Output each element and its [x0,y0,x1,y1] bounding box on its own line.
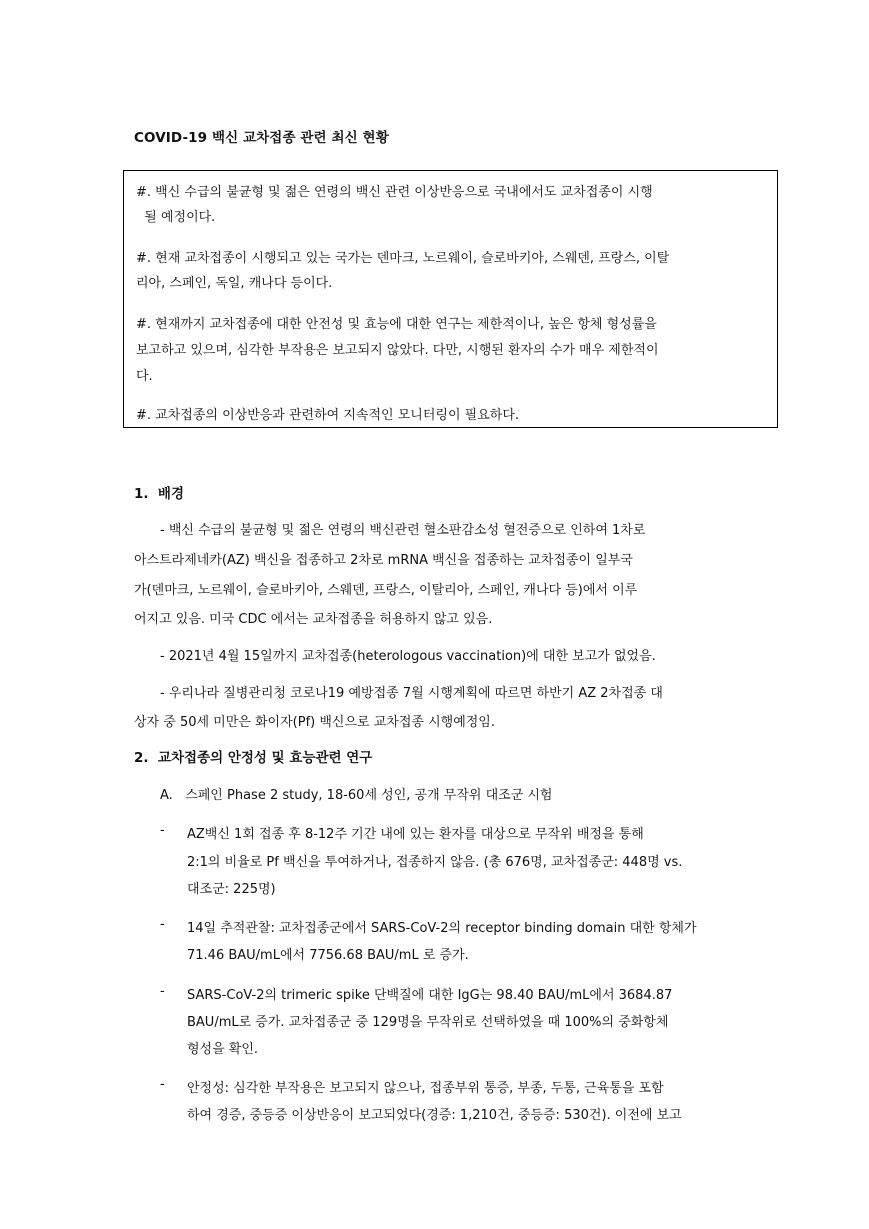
paragraph-line: - 2021년 4월 15일까지 교차접종(heterologous vaccination)에 대한 보고가 없었음. [160,649,656,664]
paragraph-line: - 백신 수급의 불균형 및 젊은 연령의 백신관련 혈소판감소성 혈전증으로 인하여 1차로 [160,523,646,538]
paragraph-line: 가(덴마크, 노르웨이, 슬로바키아, 스웨덴, 프랑스, 이탈리아, 스페인, 캐나다 등)에서 이루 [134,583,638,598]
paragraph-line: 대조군: 225명) [187,882,276,897]
section-heading-background: 1. 배경 [134,486,185,502]
summary-line: 될 예정이다. [136,210,216,225]
paragraph-line: 14일 추적관찰: 교차접종군에서 SARS-CoV-2의 receptor binding domain 대한 항체가 [187,921,697,936]
paragraph-line: AZ백신 1회 접종 후 8-12주 기간 내에 있는 환자를 대상으로 무작위 배정을 통해 [187,827,644,842]
paragraph-line: - 우리나라 질병관리청 코로나19 예방접종 7월 시행계획에 따르면 하반기 AZ 2차접종 대 [160,686,663,701]
paragraph-line: SARS-CoV-2의 trimeric spike 단백질에 대한 IgG는 98.40 BAU/mL에서 3684.87 [187,988,673,1003]
paragraph-line: 상자 중 50세 미만은 화이자(Pf) 백신으로 교차접종 시행예정임. [134,715,495,730]
paragraph-line: 하여 경증, 중등증 이상반응이 보고되었다(경증: 1,210건, 중등증: 530건). 이전에 보고 [187,1108,682,1123]
paragraph-line: 안정성: 심각한 부작용은 보고되지 않으나, 접종부위 통증, 부종, 두통, 근육통을 포함 [187,1081,664,1096]
summary-line: #. 현재 교차접종이 시행되고 있는 국가는 덴마크, 노르웨이, 슬로바키아, 스웨덴, 프랑스, 이탈 [136,251,670,266]
document-title: COVID-19 백신 교차접종 관련 최신 현황 [134,130,389,146]
paragraph-line: 71.46 BAU/mL에서 7756.68 BAU/mL 로 증가. [187,948,469,963]
bullet-dash: - [160,917,165,932]
paragraph-line: 2:1의 비율로 Pf 백신을 투여하거나, 접종하지 않음. (총 676명, 교차접종군: 448명 vs. [187,855,683,870]
summary-line: #. 백신 수급의 불균형 및 젊은 연령의 백신 관련 이상반응으로 국내에서도 교차접종이 시행 [136,185,653,200]
paragraph-line: 어지고 있음. 미국 CDC 에서는 교차접종을 허용하지 않고 있음. [134,612,493,627]
summary-line: 보고하고 있으며, 심각한 부작용은 보고되지 않았다. 다만, 시행된 환자의 수가 매우 제한적이 [136,343,659,358]
paragraph-line: 형성을 확인. [187,1042,259,1057]
summary-line: 다. [136,369,153,384]
summary-line: 리아, 스페인, 독일, 캐나다 등이다. [136,276,333,291]
summary-line: #. 현재까지 교차접종에 대한 안전성 및 효능에 대한 연구는 제한적이나, 높은 항체 형성률을 [136,317,657,332]
summary-box [123,170,778,428]
bullet-dash: - [160,823,165,838]
bullet-dash: - [160,1077,165,1092]
bullet-dash: - [160,984,165,999]
subsection-a: A. 스페인 Phase 2 study, 18-60세 성인, 공개 무작위 대조군 시험 [160,788,553,803]
summary-line: #. 교차접종의 이상반응과 관련하여 지속적인 모니터링이 필요하다. [136,408,520,423]
paragraph-line: 아스트라제네카(AZ) 백신을 접종하고 2차로 mRNA 백신을 접종하는 교차접종이 일부국 [134,553,633,568]
paragraph-line: BAU/mL로 증가. 교차접종군 중 129명을 무작위로 선택하였을 때 100%의 중화항체 [187,1015,669,1030]
section-heading-studies: 2. 교차접종의 안정성 및 효능관련 연구 [134,750,373,766]
